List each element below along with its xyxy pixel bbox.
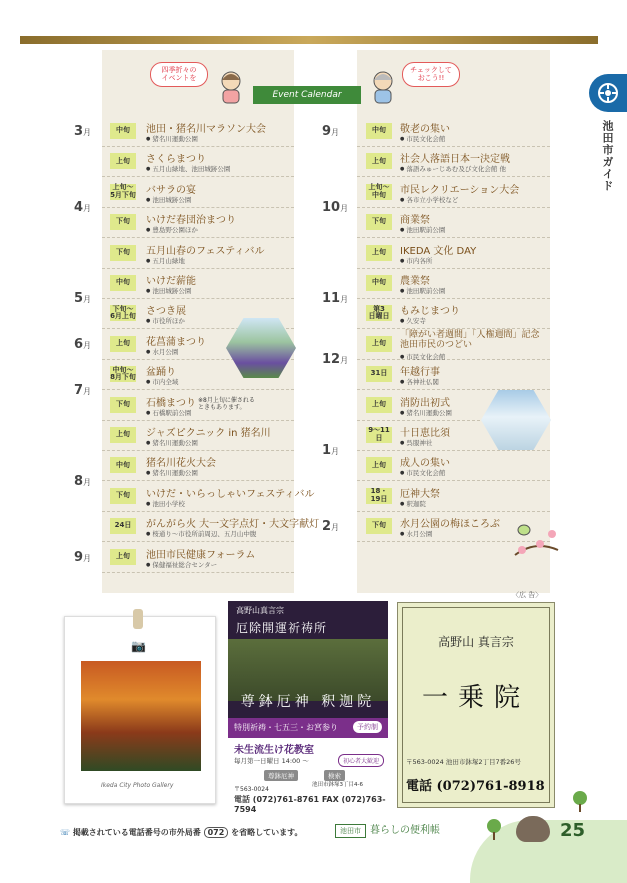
event-row bbox=[357, 299, 550, 329]
month-number: 7 bbox=[74, 382, 84, 398]
top-rule bbox=[20, 36, 598, 44]
month-unit: 月 bbox=[83, 128, 92, 138]
event-period-tag: 上旬 bbox=[110, 336, 136, 352]
month-number: 2 bbox=[322, 519, 332, 535]
event-title: 水月公園の梅ほころぶ bbox=[400, 519, 500, 531]
event-period-tag: 下旬 bbox=[110, 245, 136, 261]
month-unit: 月 bbox=[83, 295, 92, 305]
event-title: さくらまつり bbox=[146, 154, 206, 166]
event-title: もみじまつり bbox=[400, 306, 460, 318]
search-button: 検索 bbox=[324, 770, 345, 781]
event-venue: ● 豊島野公園ほか bbox=[146, 225, 198, 234]
footnote-pre: 掲載されている電話番号の市外局番 bbox=[72, 828, 201, 837]
event-row bbox=[357, 360, 550, 390]
event-title: いけだ薪能 bbox=[146, 276, 196, 287]
temple-address: 池田市鉢塚3丁目4-6 bbox=[312, 782, 363, 788]
area-code: 072 bbox=[204, 827, 229, 838]
temple-advertisement bbox=[228, 601, 388, 814]
month-number: 11 bbox=[322, 291, 341, 307]
event-venue: ● 池田城跡公園 bbox=[146, 286, 191, 295]
event-title: 成人の集い bbox=[400, 458, 450, 470]
month-label bbox=[322, 291, 348, 306]
month-unit: 月 bbox=[83, 386, 92, 396]
event-row bbox=[102, 512, 320, 542]
event-period-tag: 24日 bbox=[110, 518, 136, 534]
event-title: 盆踊り bbox=[146, 367, 176, 379]
event-title: 十日恵比須 bbox=[400, 428, 450, 439]
side-tab bbox=[587, 74, 627, 284]
event-period-tag: 中旬 bbox=[366, 123, 392, 139]
month-unit: 月 bbox=[83, 341, 92, 350]
event-period-tag: 下旬～ 6月上旬 bbox=[110, 304, 136, 321]
event-title: がんがら火 大一文字点灯・大文字献灯 bbox=[146, 519, 320, 531]
month-unit: 月 bbox=[331, 447, 340, 457]
month-label bbox=[74, 124, 91, 139]
event-venue: ● 水月公園 bbox=[146, 347, 178, 356]
event-venue: ● 保健福祉総合センター bbox=[146, 560, 217, 569]
event-title: 「障がい者週間」「人権週間」記念 池田市民のつどい bbox=[400, 329, 540, 351]
month-label bbox=[74, 337, 91, 352]
month-number: 5 bbox=[74, 291, 84, 307]
month-label bbox=[322, 443, 339, 458]
event-period-tag: 上旬 bbox=[110, 153, 136, 169]
month-label bbox=[322, 124, 339, 139]
event-venue: ● 市内全域 bbox=[146, 377, 178, 386]
month-label bbox=[74, 550, 91, 565]
event-period-tag: 中旬 bbox=[110, 123, 136, 139]
ad-label: 〈広 告〉 bbox=[512, 591, 543, 599]
temple-phone: 電話 (072)761-8761 FAX (072)763-7594 bbox=[234, 795, 386, 814]
tree-icon-2 bbox=[572, 790, 588, 812]
event-title: 五月山春のフェスティバル bbox=[146, 245, 265, 257]
phone-footnote bbox=[60, 827, 302, 838]
event-title: バサラの宴 bbox=[146, 184, 196, 196]
event-venue: ● 石橋駅前公園 bbox=[146, 408, 191, 417]
event-period-tag: 上旬～ 5月下旬 bbox=[110, 183, 136, 199]
month-number: 9 bbox=[322, 124, 332, 140]
event-title: 猪名川花火大会 bbox=[146, 458, 216, 470]
event-venue: ● 池田駅前公園 bbox=[400, 225, 445, 234]
event-venue: ● 池田小学校 bbox=[146, 499, 185, 508]
event-period-tag: 上旬～ 中旬 bbox=[366, 184, 392, 200]
event-period-tag: 上旬 bbox=[366, 457, 392, 473]
event-row bbox=[357, 330, 550, 360]
event-calendar-heading: Event Calendar bbox=[253, 86, 361, 104]
city-emblem-icon bbox=[589, 74, 627, 112]
event-row bbox=[102, 391, 294, 421]
temple-subtitle: 厄除開運祈祷所 bbox=[236, 621, 328, 635]
pin-icon bbox=[133, 609, 143, 629]
event-venue: ● 池田駅前公園 bbox=[400, 286, 445, 295]
event-period-tag: 上旬 bbox=[110, 427, 136, 443]
month-number: 9 bbox=[74, 549, 84, 565]
month-unit: 月 bbox=[331, 128, 340, 138]
event-title: 年越行事 bbox=[400, 367, 440, 379]
month-label bbox=[74, 474, 91, 489]
temple-postal-code: 〒563-0024 bbox=[234, 786, 269, 793]
event-venue: ● 五月山緑地 bbox=[146, 256, 185, 265]
event-period-tag: 上旬 bbox=[110, 549, 136, 565]
event-venue: ● 桜通り～市役所前周辺、五月山中腹 bbox=[146, 529, 256, 538]
event-row bbox=[102, 147, 294, 177]
speech-bubble-left: 四季折々の イベントを bbox=[150, 62, 208, 87]
event-period-tag: 上旬 bbox=[366, 397, 392, 413]
event-title: 池田・猪名川マラソン大会 bbox=[146, 124, 266, 135]
footnote-post: を省略しています。 bbox=[231, 828, 303, 837]
event-period-tag: 下旬 bbox=[110, 397, 136, 413]
ichijoin-advertisement bbox=[397, 602, 555, 808]
month-label bbox=[74, 291, 91, 306]
event-row bbox=[357, 117, 550, 147]
event-period-tag: 下旬 bbox=[366, 214, 392, 230]
event-venue: ● 五月山緑地、池田城跡公園 bbox=[146, 164, 230, 173]
month-label bbox=[74, 383, 91, 398]
temple-services bbox=[228, 718, 388, 738]
event-row bbox=[357, 178, 550, 208]
event-row bbox=[102, 178, 294, 208]
temple-name: 尊鉢厄神 釈迦院 bbox=[240, 694, 376, 710]
month-unit: 月 bbox=[340, 204, 349, 214]
month-label bbox=[322, 200, 348, 215]
event-title: 厄神大祭 bbox=[400, 488, 440, 500]
ichijoin-address: 〒563-0024 池田市鉢塚2丁目7番26号 bbox=[406, 758, 521, 766]
event-title: 商業祭 bbox=[400, 215, 430, 227]
month-unit: 月 bbox=[340, 295, 349, 305]
event-row bbox=[102, 269, 294, 299]
event-period-tag: 下旬 bbox=[366, 518, 392, 534]
event-row bbox=[102, 482, 315, 512]
temple-lower-panel bbox=[228, 738, 388, 814]
month-unit: 月 bbox=[83, 553, 92, 563]
ichijoin-phone: 電話 (072)761-8918 bbox=[406, 779, 545, 794]
event-title: 池田市民健康フォーラム bbox=[146, 549, 256, 561]
footer-brand bbox=[335, 821, 440, 838]
event-title: 敬老の集い bbox=[400, 124, 450, 135]
event-venue: ● 猪名川運動公園 bbox=[400, 408, 452, 417]
event-venue: ● 市民文化会館 bbox=[400, 134, 445, 143]
bear-icon bbox=[516, 816, 550, 842]
event-period-tag: 下旬 bbox=[110, 488, 136, 504]
event-note: ※8月上旬に催される ときもあります。 bbox=[198, 396, 255, 411]
event-title: 花菖蒲まつり bbox=[146, 336, 206, 348]
event-row bbox=[102, 543, 294, 573]
month-label bbox=[322, 352, 348, 367]
event-row bbox=[102, 117, 294, 147]
month-label bbox=[74, 200, 91, 215]
event-venue: ● 各神社仏閣 bbox=[400, 377, 439, 386]
side-tab-label: 池田市ガイド bbox=[601, 120, 614, 192]
event-title: 社会人落語日本一決定戦 bbox=[400, 154, 510, 166]
event-title: いけだ春団治まつり bbox=[146, 215, 236, 227]
camera-icon: 📷 bbox=[131, 639, 146, 653]
search-keyword-box: 尊鉢厄神 bbox=[264, 770, 298, 781]
event-venue: ● 市役所ほか bbox=[146, 316, 185, 325]
speech-bubble-right: チェックして おこう!! bbox=[402, 62, 460, 87]
plum-blossom-icon bbox=[510, 520, 560, 560]
event-period-tag: 中旬 bbox=[110, 275, 136, 291]
phone-icon: ☏ bbox=[60, 828, 71, 837]
autumn-temple-photo bbox=[81, 661, 201, 771]
event-venue: ● 市民文化会館 bbox=[400, 468, 445, 477]
event-venue: ● 各市立小学校など bbox=[400, 195, 458, 204]
beginners-welcome-badge: 初心者大歓迎 bbox=[338, 754, 384, 767]
ichijoin-sect: 高野山 真言宗 bbox=[438, 635, 514, 649]
event-row bbox=[357, 239, 550, 269]
event-period-tag: 上旬 bbox=[366, 245, 392, 261]
month-number: 12 bbox=[322, 352, 341, 368]
event-title: 農業祭 bbox=[400, 276, 430, 287]
event-venue: ● 池田城跡公園 bbox=[146, 195, 191, 204]
month-unit: 月 bbox=[83, 477, 92, 487]
footer-brand-title: 暮らしの便利帳 bbox=[370, 825, 440, 836]
event-period-tag: 18・19日 bbox=[366, 488, 392, 504]
month-number: 3 bbox=[74, 124, 84, 140]
month-number: 10 bbox=[322, 200, 341, 216]
photo-gallery-caption: Ikeda City Photo Gallery bbox=[101, 782, 174, 789]
event-venue: ● 呉服神社 bbox=[400, 438, 432, 447]
month-number: 6 bbox=[74, 337, 84, 352]
character-icon-right bbox=[370, 70, 396, 104]
photo-gallery-card bbox=[64, 616, 216, 804]
event-venue: ● 釈迦院 bbox=[400, 499, 426, 508]
event-period-tag: 上旬 bbox=[366, 153, 392, 169]
event-title: いけだ・いらっしゃいフェスティバル bbox=[146, 488, 315, 500]
event-row bbox=[357, 451, 550, 481]
event-venue: ● 久安寺 bbox=[400, 316, 426, 325]
event-period-tag: 中旬～ 8月下旬 bbox=[110, 365, 136, 382]
event-title: 消防出初式 bbox=[400, 397, 450, 409]
event-row bbox=[357, 208, 550, 238]
month-number: 1 bbox=[322, 443, 332, 459]
event-venue: ● 落語みゅーじあむ及び文化会館 他 bbox=[400, 164, 506, 173]
month-number: 8 bbox=[74, 473, 84, 489]
character-icon-left bbox=[218, 70, 244, 104]
event-title: さつき展 bbox=[146, 306, 186, 318]
event-period-tag: 9～11日 bbox=[366, 427, 392, 443]
footer-brand-city: 池田市 bbox=[335, 824, 366, 838]
tree-icon bbox=[486, 818, 502, 840]
ichijoin-name: 一乗院 bbox=[421, 683, 530, 713]
month-unit: 月 bbox=[331, 523, 340, 533]
page-number: 25 bbox=[560, 820, 586, 841]
event-venue: ● 水月公園 bbox=[400, 529, 432, 538]
event-period-tag: 31日 bbox=[366, 366, 392, 382]
event-title: IKEDA 文化 DAY bbox=[400, 245, 477, 257]
event-venue: ● 猪名川運動公園 bbox=[146, 468, 198, 477]
event-venue: ● 猪名川運動公園 bbox=[146, 438, 198, 447]
temple-services-text: 特別祈祷・七五三・お宮参り bbox=[234, 723, 338, 732]
event-period-tag: 上旬 bbox=[366, 336, 392, 352]
month-unit: 月 bbox=[340, 356, 349, 366]
event-row bbox=[102, 239, 294, 269]
temple-sect: 高野山真言宗 bbox=[236, 606, 284, 615]
event-venue: ● 市民文化会館 bbox=[400, 352, 445, 361]
event-row bbox=[102, 421, 294, 451]
month-unit: 月 bbox=[83, 204, 92, 214]
event-period-tag: 下旬 bbox=[110, 214, 136, 230]
event-row bbox=[357, 147, 550, 177]
event-title: ジャズピクニック in 猪名川 bbox=[146, 428, 271, 439]
month-number: 4 bbox=[74, 200, 84, 216]
event-venue: ● 市内各所 bbox=[400, 256, 432, 265]
event-period-tag: 中旬 bbox=[366, 275, 392, 291]
event-period-tag: 第3 日曜日 bbox=[366, 305, 392, 321]
flower-school-schedule: 毎月第一日曜日 14:00 ～ bbox=[234, 757, 309, 765]
event-row bbox=[102, 208, 294, 238]
reservation-badge: 予約制 bbox=[353, 721, 382, 733]
event-title: 市民レクリエーション大会 bbox=[400, 184, 520, 196]
month-label bbox=[322, 519, 339, 534]
event-row bbox=[357, 269, 550, 299]
event-title: 石橋まつり bbox=[146, 397, 196, 409]
event-period-tag: 中旬 bbox=[110, 457, 136, 473]
event-row bbox=[357, 482, 550, 512]
event-row bbox=[102, 451, 294, 481]
event-venue: ● 猪名川運動公園 bbox=[146, 134, 198, 143]
flower-school-title: 未生流生け花教室 bbox=[234, 745, 314, 756]
